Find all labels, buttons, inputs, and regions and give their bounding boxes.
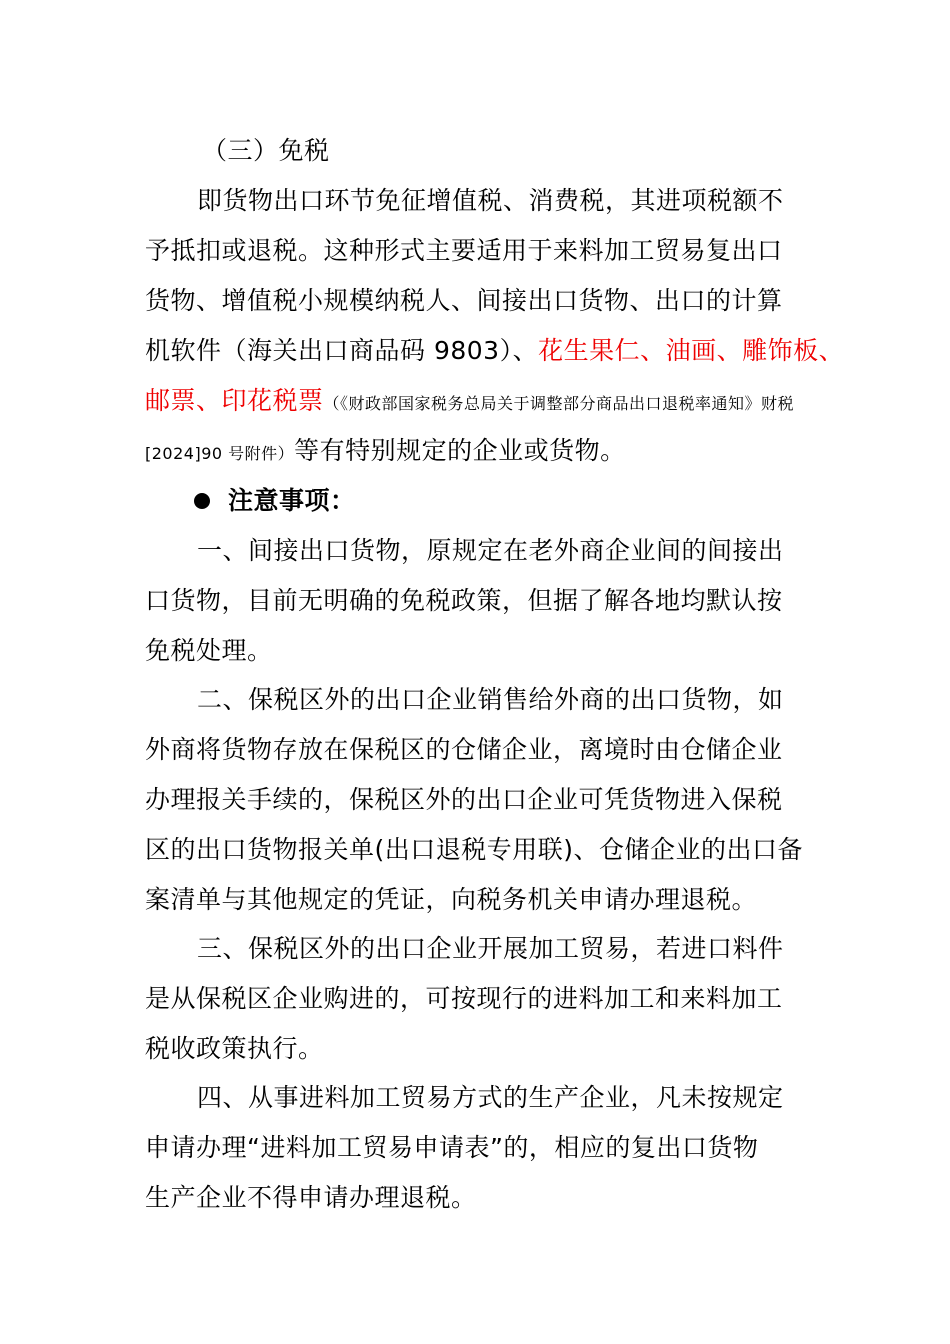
- section-heading: （三）免税: [202, 136, 330, 165]
- paragraph-line: 免税处理。: [145, 636, 273, 665]
- highlighted-text: 花生果仁、油画、雕饰板、: [538, 336, 845, 365]
- paragraph-line: 即货物出口环节免征增值税、消费税，其进项税额不: [197, 186, 784, 215]
- paragraph-line: [145, 434, 626, 471]
- paragraph-line: 予抵扣或退税。这种形式主要适用于来料加工贸易复出口: [145, 236, 783, 265]
- paragraph-line: 是从保税区企业购进的，可按现行的进料加工和来料加工: [145, 984, 783, 1013]
- citation-text: （《财政部国家税务总局关于调整部分商品出口退税率通知》财税: [323, 394, 795, 413]
- paragraph-line: 申请办理“进料加工贸易申请表”的，相应的复出口货物: [145, 1133, 759, 1162]
- highlighted-text: 邮票、印花税票: [145, 386, 324, 415]
- paragraph-line: 办理报关手续的，保税区外的出口企业可凭货物进入保税: [145, 785, 783, 814]
- paragraph-line: 四、从事进料加工贸易方式的生产企业，凡未按规定: [197, 1083, 784, 1112]
- paragraph-line: 三、保税区外的出口企业开展加工贸易，若进口料件: [197, 934, 784, 963]
- paragraph-line: 货物、增值税小规模纳税人、间接出口货物、出口的计算: [145, 286, 783, 315]
- paragraph-line: 一、间接出口货物，原规定在老外商企业间的间接出: [197, 536, 784, 565]
- notes-heading: 注意事项：: [228, 486, 356, 515]
- paragraph-line: 口货物，目前无明确的免税政策，但据了解各地均默认按: [145, 586, 783, 615]
- paragraph-line: [145, 384, 794, 421]
- paragraph-line: 外商将货物存放在保税区的仓储企业，离境时由仓储企业: [145, 735, 783, 764]
- paragraph-line: 区的出口货物报关单(出口退税专用联)、仓储企业的出口备: [145, 835, 804, 864]
- citation-text: [2024]90 号附件）: [145, 444, 295, 463]
- paragraph-line: 税收政策执行。: [145, 1034, 324, 1063]
- paragraph-text: 机软件（海关出口商品码 9803）、: [145, 336, 539, 365]
- paragraph-line: [145, 334, 844, 368]
- paragraph-line: 生产企业不得申请办理退税。: [145, 1183, 477, 1212]
- paragraph-line: 二、保税区外的出口企业销售给外商的出口货物，如: [197, 685, 784, 714]
- bullet-icon: [194, 493, 210, 509]
- paragraph-line: 案清单与其他规定的凭证，向税务机关申请办理退税。: [145, 885, 758, 914]
- paragraph-text: 等有特别规定的企业或货物。: [294, 436, 626, 465]
